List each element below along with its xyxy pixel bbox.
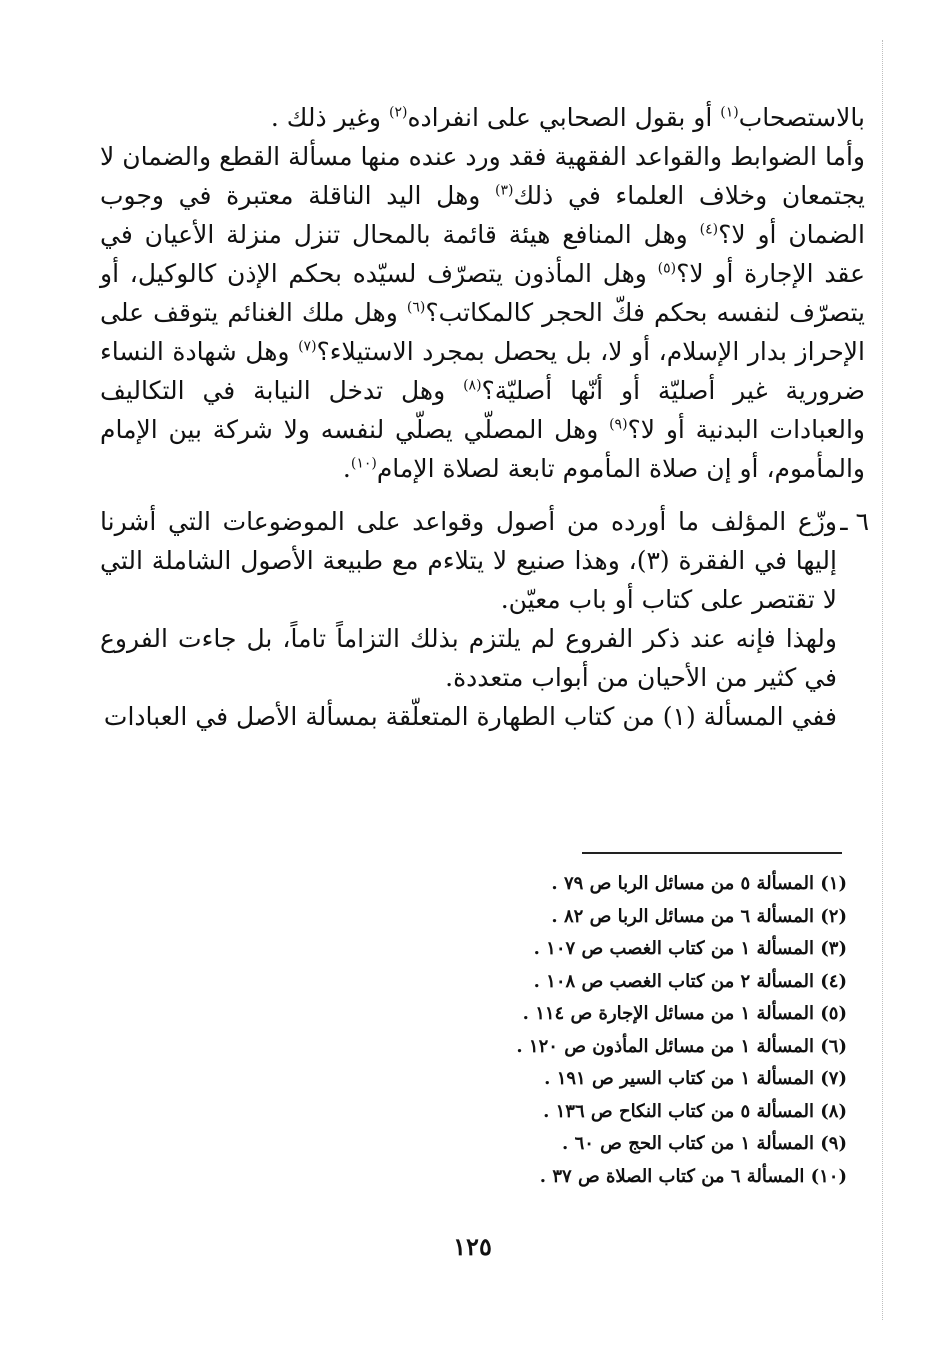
footnote-separator <box>582 852 842 854</box>
footnotes-list <box>427 868 847 1193</box>
footnote-ref-7[interactable]: (٧) <box>298 338 317 355</box>
main-text <box>100 98 869 736</box>
paragraph-1 <box>100 98 865 137</box>
paragraph-4: ولهذا فإنه عند ذكر الفروع لم يلتزم بذلك التزاماً تاماً، بل جاءت الفروع في كثير من الأحيان من أبواب متعددة. <box>100 624 837 692</box>
point-text: وزّع المؤلف ما أورده من أصول وقواعد على الموضوعات التي أشرنا إليها في الفقرة (٣)، وهذا صنيع لا يتلاءم مع طبيعة الأصول الشاملة التي لا تقتصر على كتاب أو باب معيّن. <box>100 507 837 614</box>
paragraph-2 <box>100 137 865 488</box>
footnote-7: (٧) المسألة ١ من كتاب السير ص ١٩١ . <box>544 1068 847 1089</box>
paragraph-5: ففي المسألة (١) من كتاب الطهارة المتعلّقة بمسألة الأصل في العبادات <box>103 702 837 731</box>
text-run: . <box>342 454 351 483</box>
footnote-ref-1[interactable]: (١) <box>720 104 739 121</box>
text-run: وهل شهادة النساء ضرورية غير أصليّة أو أنّها أصليّة؟ <box>100 337 865 405</box>
footnote-ref-9[interactable]: (٩) <box>609 416 628 433</box>
text-run: وغير ذلك . <box>270 103 382 132</box>
scan-edge-dots <box>882 40 883 1320</box>
footnote-2: (٢) المسألة ٦ من مسائل الربا ص ٨٢ . <box>551 905 847 927</box>
footnote-6: (٦) المسألة ١ من مسائل المأذون ص ١٢٠ . <box>516 1035 847 1057</box>
text-run: وهل المأذون يتصرّف لسيّده بحكم الإذن كالوكيل، أو يتصرّف لنفسه بحكم فكّ الحجر كالمكاتب؟ <box>100 259 866 327</box>
footnote-ref-10[interactable]: (١٠) <box>350 455 377 472</box>
text-run: وهل ملك الغنائم يتوقف على الإحراز بدار الإسلام، أو لا، بل يحصل بمجرد الاستيلاء؟ <box>100 298 866 366</box>
footnote-1: (١) المسألة ٥ من مسائل الربا ص ٧٩ . <box>551 873 847 894</box>
text-run: وهل اليد الناقلة معتبرة في وجوب الضمان أو لا؟ <box>100 181 865 249</box>
footnote-ref-6[interactable]: (٦) <box>406 299 426 316</box>
point-number: ٦ ـ <box>840 507 869 536</box>
footnote-ref-2[interactable]: (٢) <box>388 104 408 121</box>
numbered-point-6 <box>100 502 869 619</box>
text-run: وأما الضوابط والقواعد الفقهية فقد ورد عنده منها مسألة القطع والضمان لا يجتمعان وخلاف العلماء في ذلك <box>100 142 865 210</box>
footnote-ref-4[interactable]: (٤) <box>699 221 719 238</box>
text-run: وهل المنافع هيئة قائمة بالمحال تنزل منزلة الأعيان في عقد الإجارة أو لا؟ <box>100 220 866 288</box>
footnote-9: (٩) المسألة ١ من كتاب الحج ص ٦٠ . <box>562 1133 847 1154</box>
footnote-ref-5[interactable]: (٥) <box>657 260 677 277</box>
text-run: بالاستصحاب <box>738 103 865 132</box>
footnote-5: (٥) المسألة ١ من مسائل الإجارة ص ١١٤ . <box>522 1003 847 1024</box>
footnote-4: (٤) المسألة ٢ من كتاب الغصب ص ١٠٨ . <box>533 970 847 992</box>
footnote-8: (٨) المسألة ٥ من كتاب النكاح ص ١٣٦ . <box>543 1100 847 1122</box>
text-run: وهل المصلّي يصلّي لنفسه ولا شركة بين الإمام والمأموم، أو إن صلاة المأموم تابعة لصلاة الإمام <box>100 415 865 483</box>
page-number: ١٢٥ <box>453 1232 492 1261</box>
text-run: أو بقول الصحابي على انفراده <box>407 103 713 132</box>
text-run: وهل تدخل النيابة في التكاليف والعبادات البدنية أو لا؟ <box>100 376 865 444</box>
footnote-ref-3[interactable]: (٣) <box>495 182 514 199</box>
footnote-3: (٣) المسألة ١ من كتاب الغصب ص ١٠٧ . <box>533 938 847 959</box>
footnote-ref-8[interactable]: (٨) <box>463 377 482 394</box>
footnote-10: (١٠) المسألة ٦ من كتاب الصلاة ص ٣٧ . <box>539 1165 847 1187</box>
